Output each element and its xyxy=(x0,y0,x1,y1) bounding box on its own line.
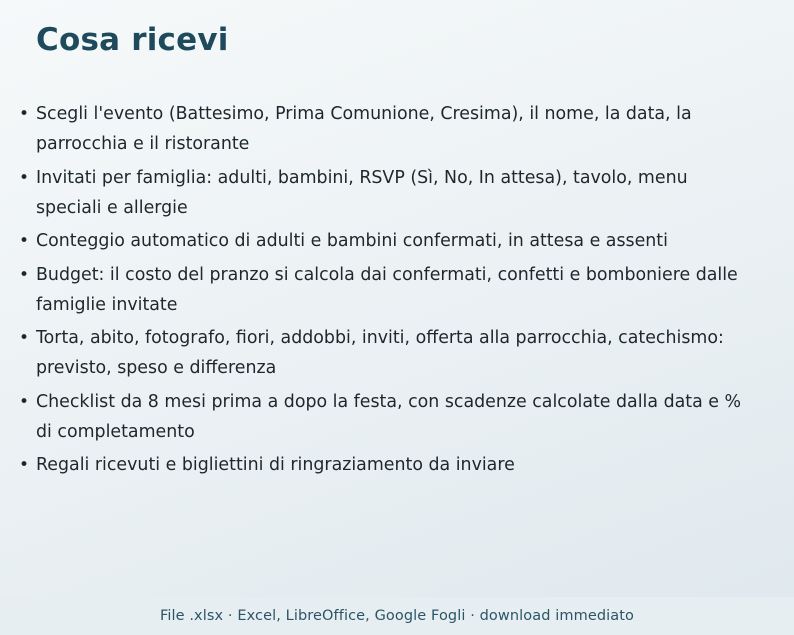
list-item xyxy=(19,99,756,159)
footer-bar xyxy=(0,597,794,635)
bullet-icon: • xyxy=(19,391,30,412)
bullet-icon: • xyxy=(19,167,30,188)
list-item-text: Conteggio automatico di adulti e bambini confermati, in attesa e assenti xyxy=(36,231,668,251)
list-item-text: Regali ricevuti e bigliettini di ringraziamento da inviare xyxy=(36,455,515,475)
list-item-text: Budget: il costo del pranzo si calcola dai confermati, confetti e bomboniere dalle famiglie invitate xyxy=(36,264,738,315)
list-item xyxy=(19,450,756,480)
bullet-icon: • xyxy=(19,455,30,475)
page-title: Cosa ricevi xyxy=(36,22,229,58)
list-item-text: Invitati per famiglia: adulti, bambini, RSVP (Sì, No, In attesa), tavolo, menu speciali e allergie xyxy=(36,167,688,218)
bullet-icon: • xyxy=(19,104,30,124)
list-item xyxy=(19,260,756,320)
bullet-icon: • xyxy=(19,328,30,348)
footer-text: File .xlsx · Excel, LibreOffice, Google Fogli · download immediato xyxy=(159,608,635,624)
bullet-icon: • xyxy=(19,231,30,251)
list-item-text: Scegli l'evento (Battesimo, Prima Comunione, Cresima), il nome, la data, la parrocchia e il ristorante xyxy=(36,104,692,154)
list-item xyxy=(19,226,756,256)
list-item xyxy=(19,163,756,223)
bullet-icon: • xyxy=(19,264,30,285)
feature-list xyxy=(19,99,756,484)
list-item xyxy=(19,323,756,383)
list-item xyxy=(19,387,756,447)
list-item-text: Torta, abito, fotografo, fiori, addobbi, inviti, offerta alla parrocchia, catechismo: previsto, speso e differenza xyxy=(36,328,724,378)
list-item-text: Checklist da 8 mesi prima a dopo la festa, con scadenze calcolate dalla data e % di completamento xyxy=(36,391,742,442)
